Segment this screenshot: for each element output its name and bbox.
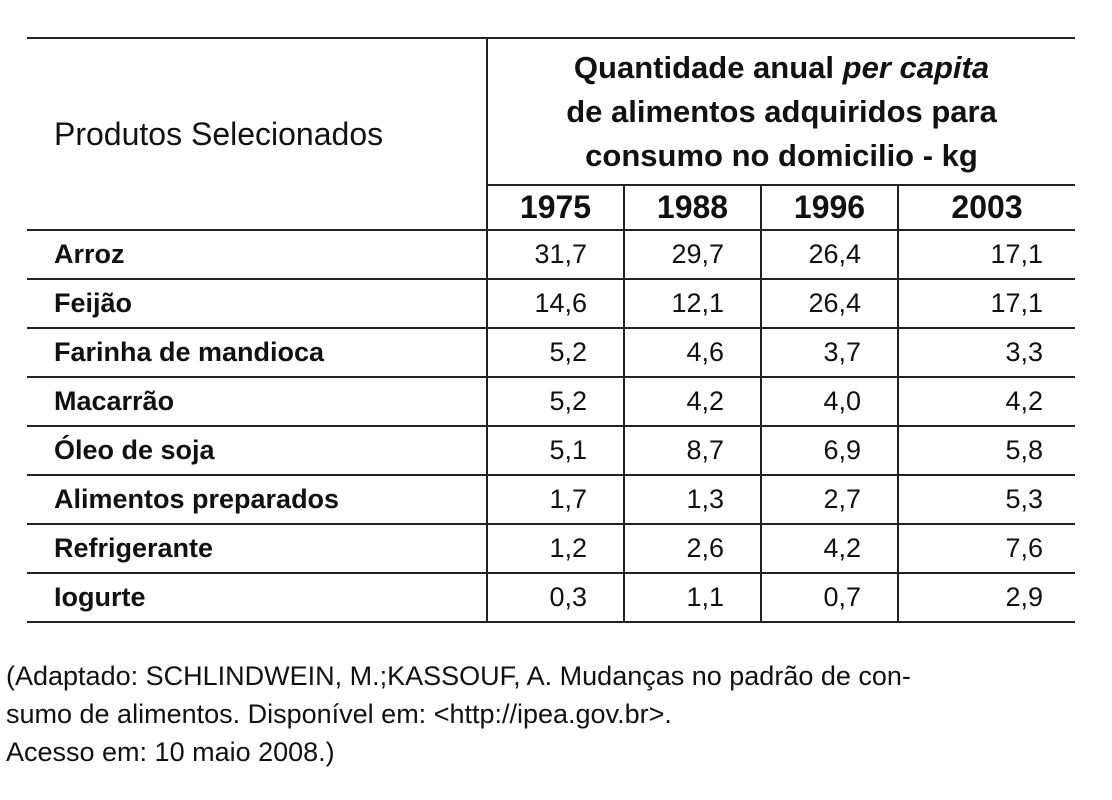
- value-cell: 14,6: [487, 279, 624, 328]
- source-line-1: (Adaptado: SCHLINDWEIN, M.;KASSOUF, A. Mudanças no padrão de con-: [6, 661, 911, 691]
- value-cell: 0,7: [761, 573, 898, 622]
- value-cell: 4,2: [898, 377, 1075, 426]
- product-name: Iogurte: [27, 573, 487, 622]
- products-header: Produtos Selecionados: [27, 38, 487, 230]
- title-line-1: Quantidade anual per capita: [573, 49, 990, 85]
- product-name: Alimentos preparados: [27, 475, 487, 524]
- value-cell: 12,1: [624, 279, 761, 328]
- year-header-1996: 1996: [761, 185, 898, 230]
- source-line-2: sumo de alimentos. Disponível em: <http://ipea.gov.br>.: [6, 699, 672, 729]
- value-cell: 4,0: [761, 377, 898, 426]
- value-cell: 2,7: [761, 475, 898, 524]
- year-header-1988: 1988: [624, 185, 761, 230]
- title-line-3: consumo no domicilio - kg: [585, 137, 978, 173]
- value-cell: 1,1: [624, 573, 761, 622]
- value-cell: 4,2: [761, 524, 898, 573]
- title-italic: per capita: [842, 49, 990, 85]
- table-row: [27, 475, 1075, 524]
- table-row: [27, 426, 1075, 475]
- value-cell: 8,7: [624, 426, 761, 475]
- value-cell: 3,7: [761, 328, 898, 377]
- value-cell: 1,3: [624, 475, 761, 524]
- product-name: Feijão: [27, 279, 487, 328]
- value-cell: 5,3: [898, 475, 1075, 524]
- value-cell: 4,6: [624, 328, 761, 377]
- value-cell: 6,9: [761, 426, 898, 475]
- value-cell: 5,2: [487, 328, 624, 377]
- value-cell: 31,7: [487, 230, 624, 279]
- value-cell: 26,4: [761, 279, 898, 328]
- table-row: [27, 573, 1075, 622]
- source-line-3: Acesso em: 10 maio 2008.): [6, 737, 335, 767]
- title-line-2: de alimentos adquiridos para: [566, 93, 997, 129]
- value-cell: 2,6: [624, 524, 761, 573]
- value-cell: 4,2: [624, 377, 761, 426]
- year-header-2003: 2003: [951, 189, 1023, 225]
- value-cell: 17,1: [898, 230, 1075, 279]
- value-cell: 1,7: [487, 475, 624, 524]
- product-name: Arroz: [27, 230, 487, 279]
- table-row: [27, 279, 1075, 328]
- product-name: Refrigerante: [27, 524, 487, 573]
- product-name: Óleo de soja: [27, 426, 487, 475]
- table-row: [27, 377, 1075, 426]
- year-header-1975: 1975: [487, 185, 624, 230]
- food-consumption-table: [27, 37, 1075, 623]
- value-cell: 7,6: [898, 524, 1075, 573]
- value-cell: 3,3: [898, 328, 1075, 377]
- product-name: Macarrão: [27, 377, 487, 426]
- value-cell: 29,7: [624, 230, 761, 279]
- value-cell: 2,9: [898, 573, 1075, 622]
- table-row: [27, 524, 1075, 573]
- value-cell: 17,1: [898, 279, 1075, 328]
- value-cell: 5,2: [487, 377, 624, 426]
- value-cell: 5,8: [898, 426, 1075, 475]
- value-cell: 1,2: [487, 524, 624, 573]
- value-cell: 5,1: [487, 426, 624, 475]
- source-citation: [6, 657, 1091, 771]
- table-title: [487, 38, 1075, 185]
- product-name: Farinha de mandioca: [27, 328, 487, 377]
- value-cell: 0,3: [487, 573, 624, 622]
- table-row: [27, 230, 1075, 279]
- table-row: [27, 328, 1075, 377]
- value-cell: 26,4: [761, 230, 898, 279]
